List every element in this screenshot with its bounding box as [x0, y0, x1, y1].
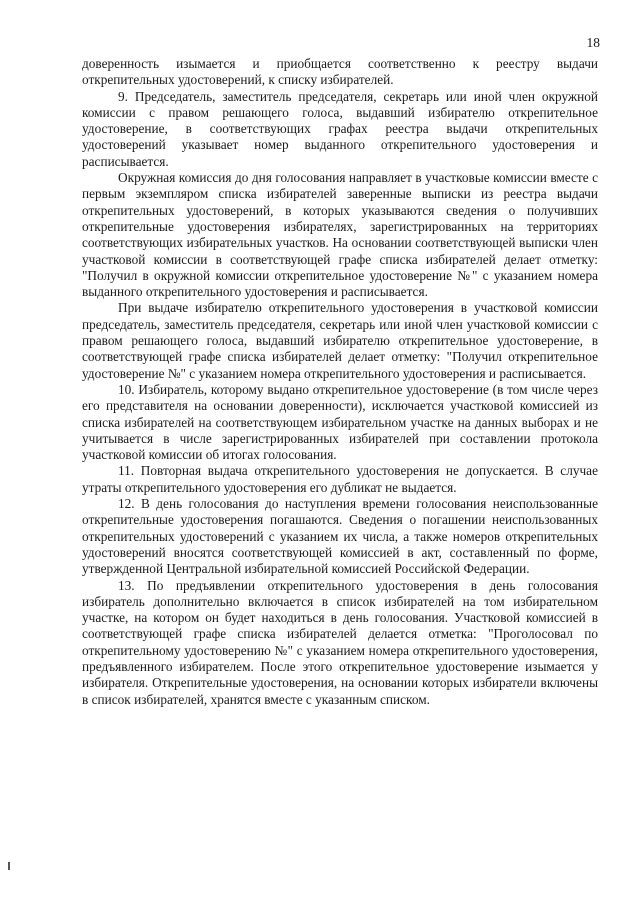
paragraph-district-commission: Окружная комиссия до дня голосования направляет в участковые комиссии вместе с первым экземпляром списка избирателей заверенные выписки из реестра выдачи открепительных удостоверений, в которых указываются сведения о получивших открепительные удостоверения избирателях, зарегистрированных на территориях соответствующих избирательных участков. На основании соответствующей выписки член участковой комиссии в соответствующей графе списка избирателей делает отметку: "Получил в окружной комиссии открепительное удостоверение №" с указанием номера выданного открепительного удостоверения и расписывается. [82, 170, 598, 300]
scan-artifact [8, 862, 10, 870]
paragraph-item-9: 9. Председатель, заместитель председателя, секретарь или иной член окружной комиссии с правом решающего голоса, выдавший избирателю открепительное удостоверение, в соответствующих графах реестра выдачи открепительных удостоверений указывает номер выданного открепительного удостоверения и расписывается. [82, 88, 598, 169]
paragraph-item-12: 12. В день голосования до наступления времени голосования неиспользованные открепительные удостоверения погашаются. Сведения о погашении неиспользованных открепительных удостоверений с указанием их числа, а также номеров открепительных удостоверений вносятся соответствующей комиссией в акт, составленный по форме, утвержденной Центральной избирательной комиссией Российской Федерации. [82, 496, 598, 577]
paragraph-item-10: 10. Избиратель, которому выдано открепительное удостоверение (в том числе через его представителя на основании доверенности), исключается участковой комиссией из списка избирателей на соответствующем избирательном участке на данных выборах и не учитывается в числе зарегистрированных избирателей при составлении протокола участковой комиссии об итогах голосования. [82, 381, 598, 463]
paragraph-item-11: 11. Повторная выдача открепительного удостоверения не допускается. В случае утраты открепительного удостоверения его дубликат не выдается. [82, 463, 598, 495]
paragraph-continuation: доверенность изымается и приобщается соответственно к реестру выдачи открепительных удостоверений, к списку избирателей. [82, 56, 598, 88]
paragraph-item-13: 13. По предъявлении открепительного удостоверения в день голосования избиратель дополнительно включается в список избирателей на том избирательном участке, на котором он будет находиться в день голосования. Участковой комиссией в соответствующей графе списка избирателей делается отметка: "Проголосовал по открепительному удостоверению №" с указанием номера открепительного удостоверения, предъявленного избирателем. После этого открепительное удостоверение изымается у избирателя. Открепительные удостоверения, на основании которых избиратели включены в список избирателей, хранятся вместе с указанным списком. [82, 577, 598, 707]
page-number: 18 [586, 35, 600, 50]
paragraph-precinct-issuance: При выдаче избирателю открепительного удостоверения в участковой комиссии председатель, заместитель председателя, секретарь или иной член участковой комиссии с правом решающего голоса, выдавший избирателю открепительное удостоверение, в соответствующей графе списка избирателей делает отметку: "Получил открепительное удостоверение №" с указанием номера открепительного удостоверения и расписывается. [82, 300, 598, 381]
document-body [82, 56, 598, 708]
